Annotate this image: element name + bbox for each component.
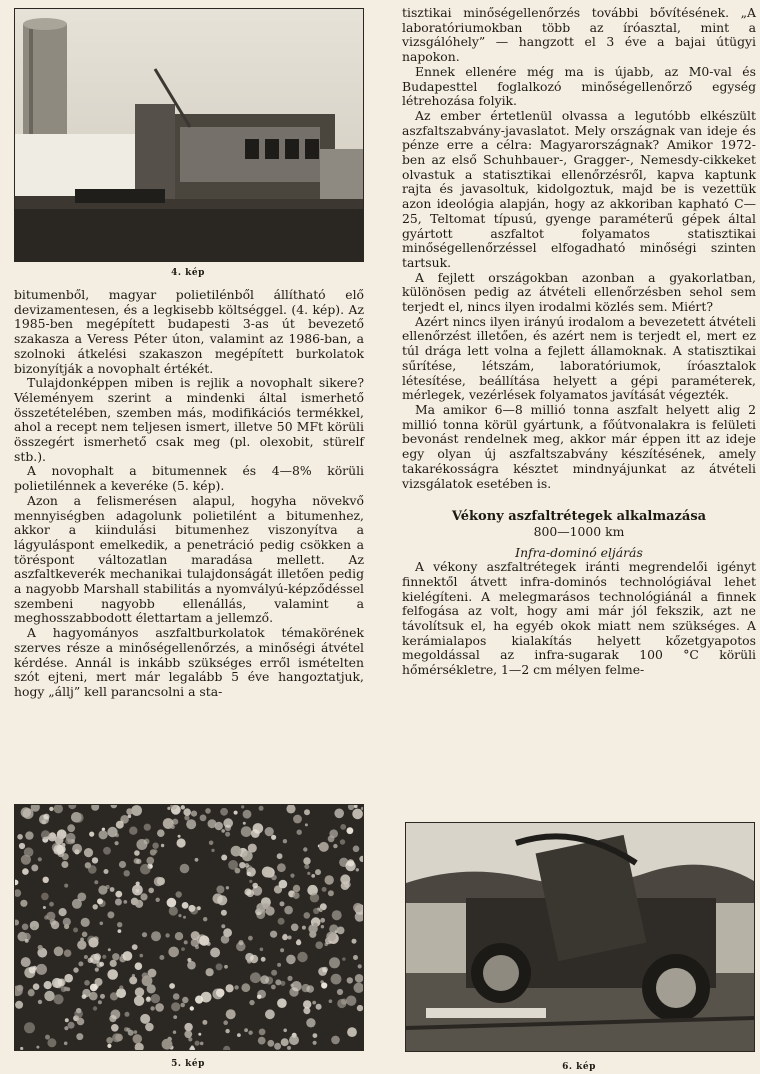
section-title: Vékony aszfaltrétegek alkalmazása (451, 509, 707, 525)
asphalt-plant-image (15, 9, 363, 261)
right-paragraph-5: Azért nincs ilyen irányú irodalom a bevezetett átvételi ellenőrzést illetően, és azért nem is terjedt el, mert ez túl drága lett volna a fejlett államoknak. A statisztikai sűrítése, létszám, laboratóriumok, íróasztalok létesítése, beállítása helyett a gépi paraméterek, mérlegek, vezérlések folyamatos javítását végezték. (402, 313, 756, 403)
section-range: 800—1000 km (533, 524, 625, 540)
infra-domino-machine-image (406, 823, 754, 1051)
right-column (402, 6, 756, 678)
figure-6-caption: 6. kép (562, 1062, 596, 1072)
left-paragraph-5: A hagyományos aszfaltburkolatok témakörének szerves része a minőségellenőrzés, a minőségi átvétel kérdése. Annál is inkább szükséges erről ismételten szót ejteni, mert már legalább 5 éve hangoztatjuk, hogy „állj” kell parancsolni a sta- (14, 625, 364, 699)
right-paragraph-2: Ennek ellenére még ma is újabb, az M0-val és Budapesttel foglalkozó minőségellenőrző egység létrehozása folyik. (402, 63, 756, 109)
left-paragraph-3: A novophalt a bitumennek és 4—8% körüli polietilénnek a keveréke (5. kép). (14, 463, 364, 494)
left-column (14, 288, 364, 700)
figure-4-caption: 4. kép (171, 268, 205, 278)
figure-4-photo (14, 8, 364, 262)
figure-5-caption: 5. kép (171, 1059, 205, 1069)
figure-6-photo (405, 822, 755, 1052)
section-subtitle: Infra-dominó eljárás (515, 545, 643, 561)
left-paragraph-1: bitumenből, magyar polietilénből állítható elő devizamentesen, és a legkisebb költséggel. (4. kép). Az 1985-ben megépített budapesti 3-as út bevezető szakasza a Veress Péter úton, valamint az 1986-ban, a szolnoki átkelési szakaszon megépített burkolatok bizonyítják a novophalt értékét. (14, 287, 364, 376)
right-paragraph-4: A fejlett országokban azonban a gyakorlatban, különösen pedig az átvételi ellenőrzésben sehol sem terjedt el, nincs ilyen irodalmi közlés sem. Miért? (402, 269, 756, 315)
section-paragraph: A vékony aszfaltrétegek iránti megrendelői igényt finnektől átvett infra-dominós technológiával lehet kielégíteni. A melegmarásos technológiánál a finnek felfogása az volt, hogy ami már jól fekszik, azt ne távolítsuk el, ha egyéb okok miatt nem szükséges. A kerámialapos kialakítás helyett kőzetgyapotos megoldással az infra-sugarak 100 °C körüli hőmérsékletre, 1—2 cm mélyen felme- (402, 559, 756, 678)
figure-5-photo (14, 804, 364, 1051)
right-paragraph-1: tisztikai minőségellenőrzés további bővítésének. „A laboratóriumokban több az íróasztal, mint a vizsgálóhely” — hangzott el 3 éve a bajai útügyi napokon. (402, 5, 756, 65)
right-paragraph-3: Az ember értetlenül olvassa a legutóbb elkészült aszfaltszabvány-javaslatot. Mely országnak van ideje és pénze erre a célra: Magyarországnak? Amikor 1972-ben az első Schuhbauer-, Gragger-, Nemesdy-cikkeket olvastuk a statisztikai ellenőrzésről, kapva kaptunk rajta és javasoltuk, kidolgoztuk, majd be is vezettük azon ideológia alapján, hogy az akkoriban kapható C—25, Teltomat típusú, gyenge paraméterű gépek által gyártott aszfaltot folyamatos statisztikai minőségellenőrzéssel elfogadható minőségi szinten tartsuk. (402, 107, 756, 270)
left-paragraph-4: Azon a felismerésen alapul, hogyha növekvő mennyiségben adagolunk polietilént a bitumenhez, akkor a kiindulási bitumenhez viszonyítva a lágyuláspont emelkedik, a penetráció pedig csökken a töréspont változatlan maradása mellett. Az aszfaltkeverék mechanikai tulajdonságát illetően pedig a nagyobb Marshall stabilitás a nyomvályú-képződéssel szembeni nagyobb ellenállás, valamint a meghosszabbodott élettartam a jellemző. (14, 492, 364, 626)
left-paragraph-2: Tulajdonképpen miben is rejlik a novophalt sikere? Véleményem szerint a mindenki által ismerhető összetételében, szemben más, modifikációs termékkel, ahol a recept nem teljesen ismert, illetve 50 MFt körüli összegért ismerhető csak meg (pl. olexobit, stürelf stb.). (14, 375, 364, 464)
polyethylene-mix-texture-image (15, 805, 363, 1050)
right-paragraph-6: Ma amikor 6—8 millió tonna aszfalt helyett alig 2 millió tonna körül gyártunk, a főútvonalakra is felületi bevonást rendelnek meg, akkor már éppen itt az ideje egy olyan új aszfaltszabvány készítésének, amely takarékosságra késztet mindnyájunkat az átvételi vizsgálatok esetében is. (402, 401, 756, 491)
